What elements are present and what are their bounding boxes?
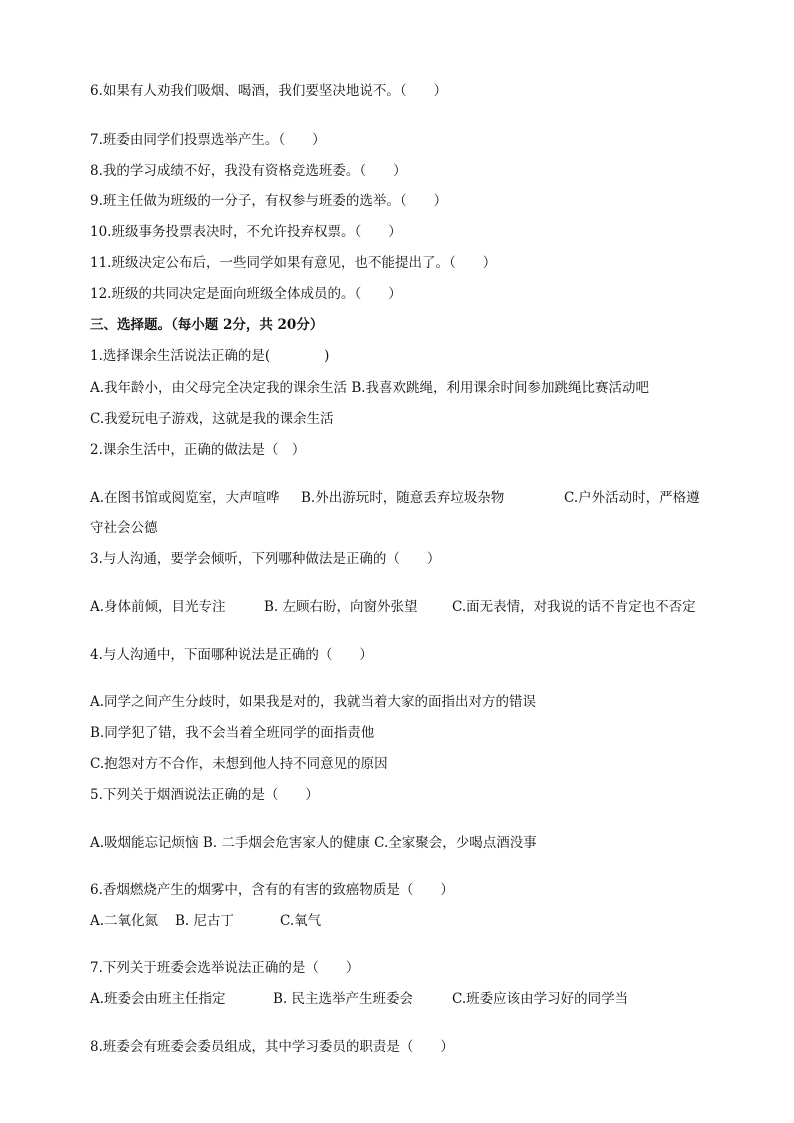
- question-option: A.我年龄小，由父母完全决定我的课余生活 B.我喜欢跳绳，利用课余时间参加跳绳比赛活动吧: [90, 380, 650, 396]
- question-option: A.在图书馆或阅览室，大声喧哗: [90, 490, 280, 506]
- question-option: B. 民主选举产生班委会: [273, 991, 414, 1007]
- judgement-item: 6.如果有人劝我们吸烟、喝酒，我们要坚决地说不。（ ）: [90, 83, 448, 99]
- question-option: C.班委应该由学习好的同学当: [452, 991, 629, 1007]
- question-stem: 8.班委会有班委会委员组成，其中学习委员的职责是（ ）: [90, 1039, 454, 1055]
- question-stem: 5.下列关于烟酒说法正确的是（ ）: [90, 787, 319, 803]
- question-stem: 3.与人沟通，要学会倾听，下列哪种做法是正确的（ ）: [90, 551, 441, 567]
- question-option: C.面无表情，对我说的话不肯定也不否定: [452, 599, 696, 615]
- question-option: B. 尼古丁: [175, 913, 235, 929]
- judgement-item: 8.我的学习成绩不好，我没有资格竞选班委。（ ）: [90, 163, 407, 179]
- judgement-item: 7.班委由同学们投票选举产生。（ ）: [90, 132, 326, 148]
- question-stem: 6.香烟燃烧产生的烟雾中，含有的有害的致癌物质是（ ）: [90, 882, 454, 898]
- question-option: A.班委会由班主任指定: [90, 991, 226, 1007]
- question-option: 守社会公德: [90, 520, 158, 536]
- question-option: A.吸烟能忘记烦恼 B. 二手烟会危害家人的健康 C.全家聚会，少喝点酒没事: [90, 835, 537, 851]
- judgement-item: 12.班级的共同决定是面向班级全体成员的。（ ）: [90, 286, 402, 302]
- question-option: B.外出游玩时，随意丢弃垃圾杂物: [301, 490, 505, 506]
- question-stem: 1.选择课余生活说法正确的是( ): [90, 348, 330, 364]
- question-option: C.户外活动时，严格遵: [564, 490, 700, 506]
- question-option: A.二氧化氮: [90, 913, 159, 929]
- question-option: B. 左顾右盼，向窗外张望: [264, 599, 418, 615]
- judgement-item: 11.班级决定公布后，一些同学如果有意见，也不能提出了。（ ）: [90, 255, 497, 271]
- question-option: A.同学之间产生分歧时，如果我是对的，我就当着大家的面指出对方的错误: [90, 694, 537, 710]
- question-stem: 2.课余生活中，正确的做法是（ ）: [90, 442, 306, 458]
- question-stem: 7.下列关于班委会选举说法正确的是（ ）: [90, 960, 360, 976]
- judgement-item: 9.班主任做为班级的一分子，有权参与班委的选举。（ ）: [90, 193, 448, 209]
- question-option: A.身体前倾，目光专注: [90, 599, 226, 615]
- section-title: 三、选择题。（每小题 2分，共 20分）: [90, 317, 324, 333]
- question-option: C.抱怨对方不合作，未想到他人持不同意见的原因: [90, 756, 388, 772]
- judgement-item: 10.班级事务投票表决时，不允许投弃权票。（ ）: [90, 224, 402, 240]
- question-option: B.同学犯了错，我不会当着全班同学的面指责他: [90, 725, 375, 741]
- question-option: C.我爱玩电子游戏，这就是我的课余生活: [90, 411, 334, 427]
- question-option: C.氧气: [280, 913, 322, 929]
- question-stem: 4.与人沟通中，下面哪种说法是正确的（ ）: [90, 647, 373, 663]
